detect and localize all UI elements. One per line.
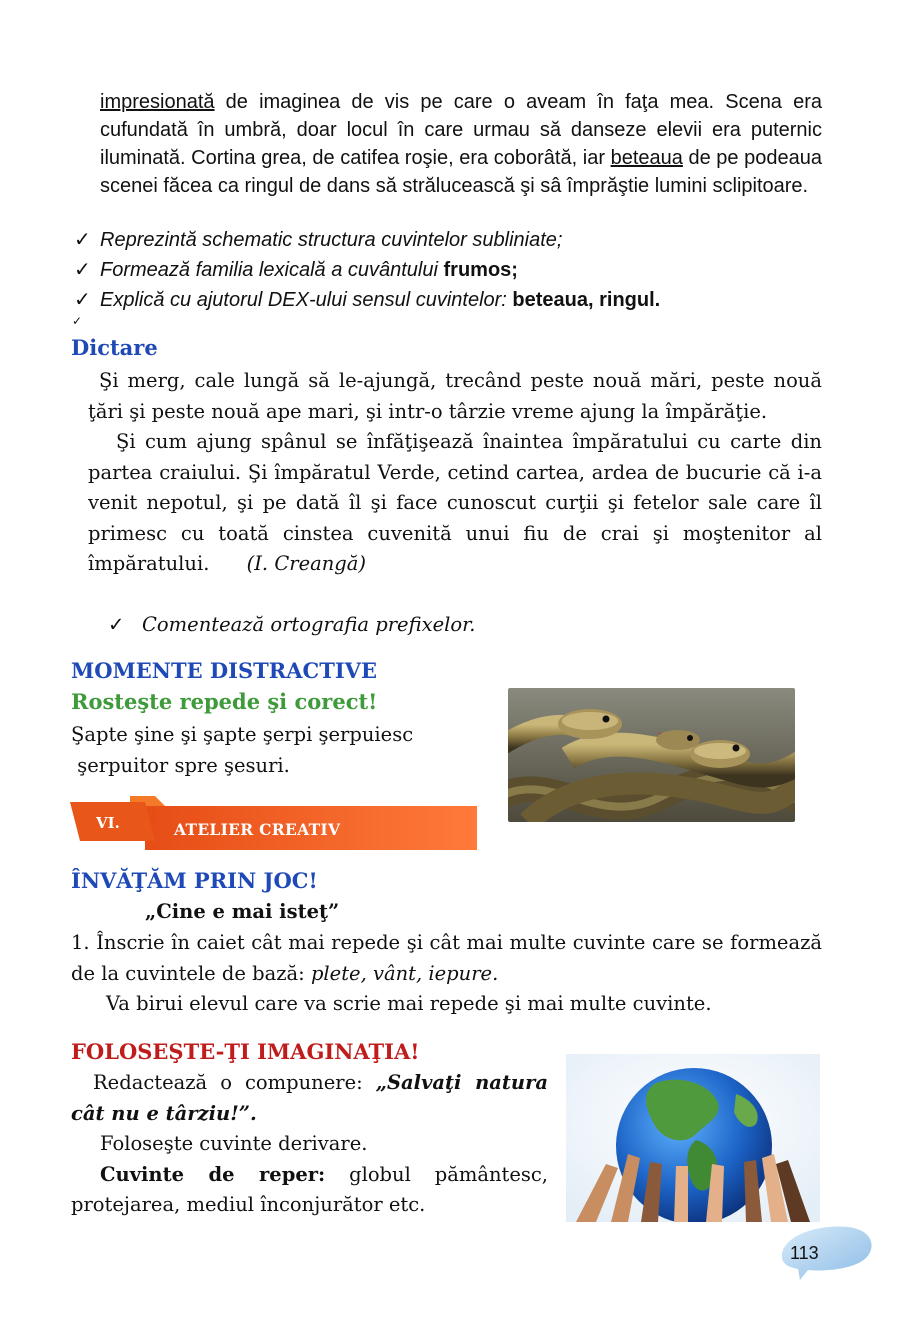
section-title-momente: MOMENTE DISTRACTIVE bbox=[71, 658, 377, 683]
banner-label: ATELIER CREATIV bbox=[174, 820, 341, 839]
dictation-paragraph: Şi merg, cale lungă să le-ajungă, trecând peste nouă mări, peste nouă ţări şi peste nouă ape mari, şi intr-o târzie vreme ajung la împărăţie. bbox=[88, 369, 822, 423]
section-title-joc: ÎNVĂŢĂM PRIN JOC! bbox=[71, 868, 318, 893]
checkmark-icon: ✓ bbox=[74, 229, 91, 251]
banner-number: VI. bbox=[96, 814, 120, 832]
underlined-word-impresionata: impresionată bbox=[100, 91, 215, 113]
snakes-image-icon bbox=[508, 688, 795, 822]
checkmark-icon: ✓ bbox=[108, 614, 125, 636]
section-title-imaginatia: FOLOSEŞTE-ŢI IMAGINAŢIA! bbox=[71, 1039, 420, 1064]
exercise-1: 1. Înscrie în caiet cât mai repede şi cât mai multe cuvinte care se formează de la cuvintele de bază: plete, vânt, iepure. Va birui elevul care va scrie mai repede şi mai multe cuvinte. bbox=[71, 931, 822, 1015]
dictation-task: ✓ Comentează ortografia prefixelor. bbox=[108, 610, 476, 641]
game-title: „Cine e mai isteţ” bbox=[145, 900, 340, 923]
intro-paragraph: impresionată de imaginea de vis pe care o aveam în faţa mea. Scena era cufundată în umbră, doar locul în care urmau să danseze elevii era puternic iluminată. Cortina grea, de catifea roşie, era coborâtă, iar beteaua de pe podeaua scenei făcea ca ringul de dans să strălucească şi sâ împrăştie lumini sclipitoare. bbox=[100, 91, 823, 197]
dictation-text bbox=[88, 366, 822, 580]
checkmark-icon: ✓ bbox=[74, 259, 91, 281]
snakes-photo bbox=[508, 688, 795, 822]
task-item: ✓ Explică cu ajutorul DEX-ului sensul cuvintelor: beteaua, ringul. bbox=[74, 286, 660, 314]
underlined-word-beteaua: beteaua bbox=[610, 147, 683, 169]
task-item: ✓ Formează familia lexicală a cuvântului frumos; bbox=[74, 256, 518, 284]
section-banner bbox=[70, 796, 477, 851]
citation: (I. Creangă) bbox=[246, 552, 367, 575]
task-item: ✓ Reprezintă schematic structura cuvintelor subliniate; bbox=[74, 226, 562, 254]
checkmark-icon: ✓ bbox=[74, 289, 91, 311]
composition-task: Redactează o compunere: „Salvaţi natura cât nu e târziu!”. Foloseşte cuvinte derivare. Cuvinte de reper: globul pământesc, protejarea, mediul înconjurător etc. bbox=[71, 1071, 549, 1216]
globe-image-icon bbox=[566, 1054, 820, 1222]
dictation-paragraph: Şi cum ajung spânul se înfăţişează înaintea împăratului cu carte din partea craiului. Şi împăratul Verde, cetind cartea, ardea de bucurie că i-a venit nepotul, şi pe dată îl şi face cunoscut curţii şi fetelor sale care îl primesc cu toată cinstea cuvenită unui fiu de crai şi moştenitor al împăratului. (I. Creangă) bbox=[88, 430, 822, 575]
globe-hands-photo bbox=[566, 1054, 820, 1222]
checkmark-icon: ✓ bbox=[72, 314, 83, 328]
subtitle-rosteste: Rosteşte repede şi corect! bbox=[71, 689, 378, 714]
tongue-twister: Şapte şine şi şapte şerpi şerpuiesc şerpuitor spre şesuri. bbox=[71, 723, 414, 777]
page-number: 113 bbox=[790, 1243, 819, 1263]
section-title-dictare: Dictare bbox=[71, 335, 158, 360]
